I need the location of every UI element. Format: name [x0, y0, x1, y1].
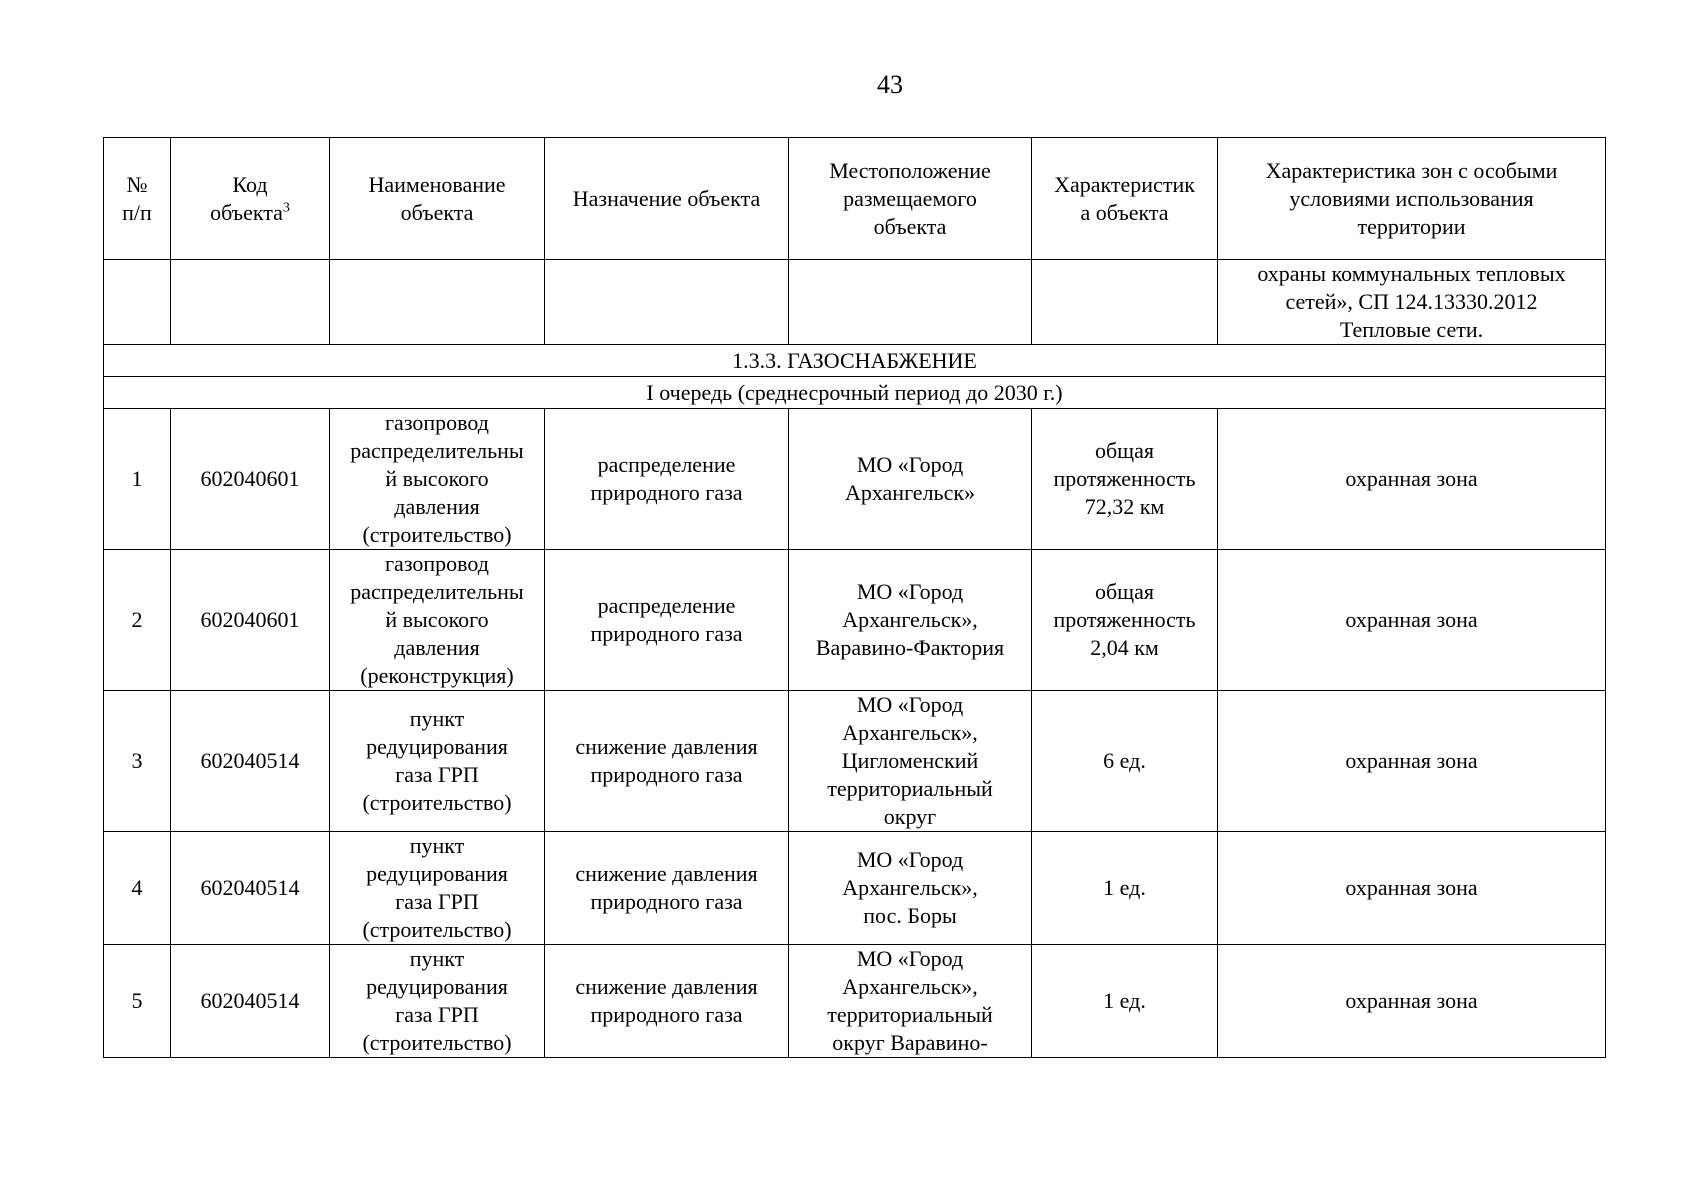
empty-cell	[545, 260, 789, 345]
cell-location: МО «Город Архангельск», Цигломенский территориальный округ	[789, 691, 1032, 832]
cell-code: 602040601	[171, 409, 330, 550]
cell-purpose: снижение давления природного газа	[545, 691, 789, 832]
empty-cell	[1032, 260, 1218, 345]
header-name: Наименование объекта	[330, 138, 545, 260]
cell-location: МО «Город Архангельск», пос. Боры	[789, 832, 1032, 945]
empty-cell	[330, 260, 545, 345]
cell-name: пункт редуцирования газа ГРП (строительство)	[330, 691, 545, 832]
cell-characteristic: 6 ед.	[1032, 691, 1218, 832]
header-code-text: Код объекта	[210, 171, 283, 225]
header-purpose: Назначение объекта	[545, 138, 789, 260]
cell-code: 602040514	[171, 945, 330, 1058]
empty-cell	[789, 260, 1032, 345]
cell-code: 602040514	[171, 691, 330, 832]
continuation-row	[104, 260, 1606, 345]
cell-zones: охранная зона	[1218, 832, 1606, 945]
cell-characteristic: общая протяженность 2,04 км	[1032, 550, 1218, 691]
header-characteristic: Характеристик а объекта	[1032, 138, 1218, 260]
empty-cell	[104, 260, 171, 345]
header-zones: Характеристика зон с особыми условиями использования территории	[1218, 138, 1606, 260]
header-location: Местоположение размещаемого объекта	[789, 138, 1032, 260]
cell-characteristic: 1 ед.	[1032, 832, 1218, 945]
cell-name: пункт редуцирования газа ГРП (строительство)	[330, 832, 545, 945]
stage-title: I очередь (среднесрочный период до 2030 г.)	[104, 377, 1606, 409]
empty-cell	[171, 260, 330, 345]
cell-code: 602040514	[171, 832, 330, 945]
cell-num: 4	[104, 832, 171, 945]
table-header-row	[104, 138, 1606, 260]
section-title-row	[104, 345, 1606, 377]
cell-zones: охранная зона	[1218, 945, 1606, 1058]
cell-name: пункт редуцирования газа ГРП (строительство)	[330, 945, 545, 1058]
cell-characteristic: 1 ед.	[1032, 945, 1218, 1058]
cell-location: МО «Город Архангельск», территориальный округ Варавино-	[789, 945, 1032, 1058]
cell-num: 3	[104, 691, 171, 832]
cell-characteristic: общая протяженность 72,32 км	[1032, 409, 1218, 550]
table-row	[104, 691, 1606, 832]
cell-zones: охранная зона	[1218, 409, 1606, 550]
table-row	[104, 945, 1606, 1058]
cell-purpose: распределение природного газа	[545, 409, 789, 550]
cell-zones: охранная зона	[1218, 691, 1606, 832]
objects-table	[103, 137, 1606, 1058]
cell-zones: охранная зона	[1218, 550, 1606, 691]
cell-purpose: снижение давления природного газа	[545, 945, 789, 1058]
cell-name: газопровод распределительны й высокого давления (строительство)	[330, 409, 545, 550]
cell-code: 602040601	[171, 550, 330, 691]
page-number: 43	[877, 70, 903, 99]
cell-num: 1	[104, 409, 171, 550]
cell-location: МО «Город Архангельск», Варавино-Фактория	[789, 550, 1032, 691]
header-num: № п/п	[104, 138, 171, 260]
cell-purpose: распределение природного газа	[545, 550, 789, 691]
table-row	[104, 550, 1606, 691]
cell-purpose: снижение давления природного газа	[545, 832, 789, 945]
cell-num: 2	[104, 550, 171, 691]
table-row	[104, 832, 1606, 945]
footnote-marker: 3	[282, 200, 290, 216]
continuation-text: охраны коммунальных тепловых сетей», СП 124.13330.2012 Тепловые сети.	[1218, 260, 1606, 345]
table-row	[104, 409, 1606, 550]
stage-title-row	[104, 377, 1606, 409]
section-title: 1.3.3. ГАЗОСНАБЖЕНИЕ	[104, 345, 1606, 377]
cell-name: газопровод распределительны й высокого давления (реконструкция)	[330, 550, 545, 691]
cell-num: 5	[104, 945, 171, 1058]
cell-location: МО «Город Архангельск»	[789, 409, 1032, 550]
header-code	[171, 138, 330, 260]
